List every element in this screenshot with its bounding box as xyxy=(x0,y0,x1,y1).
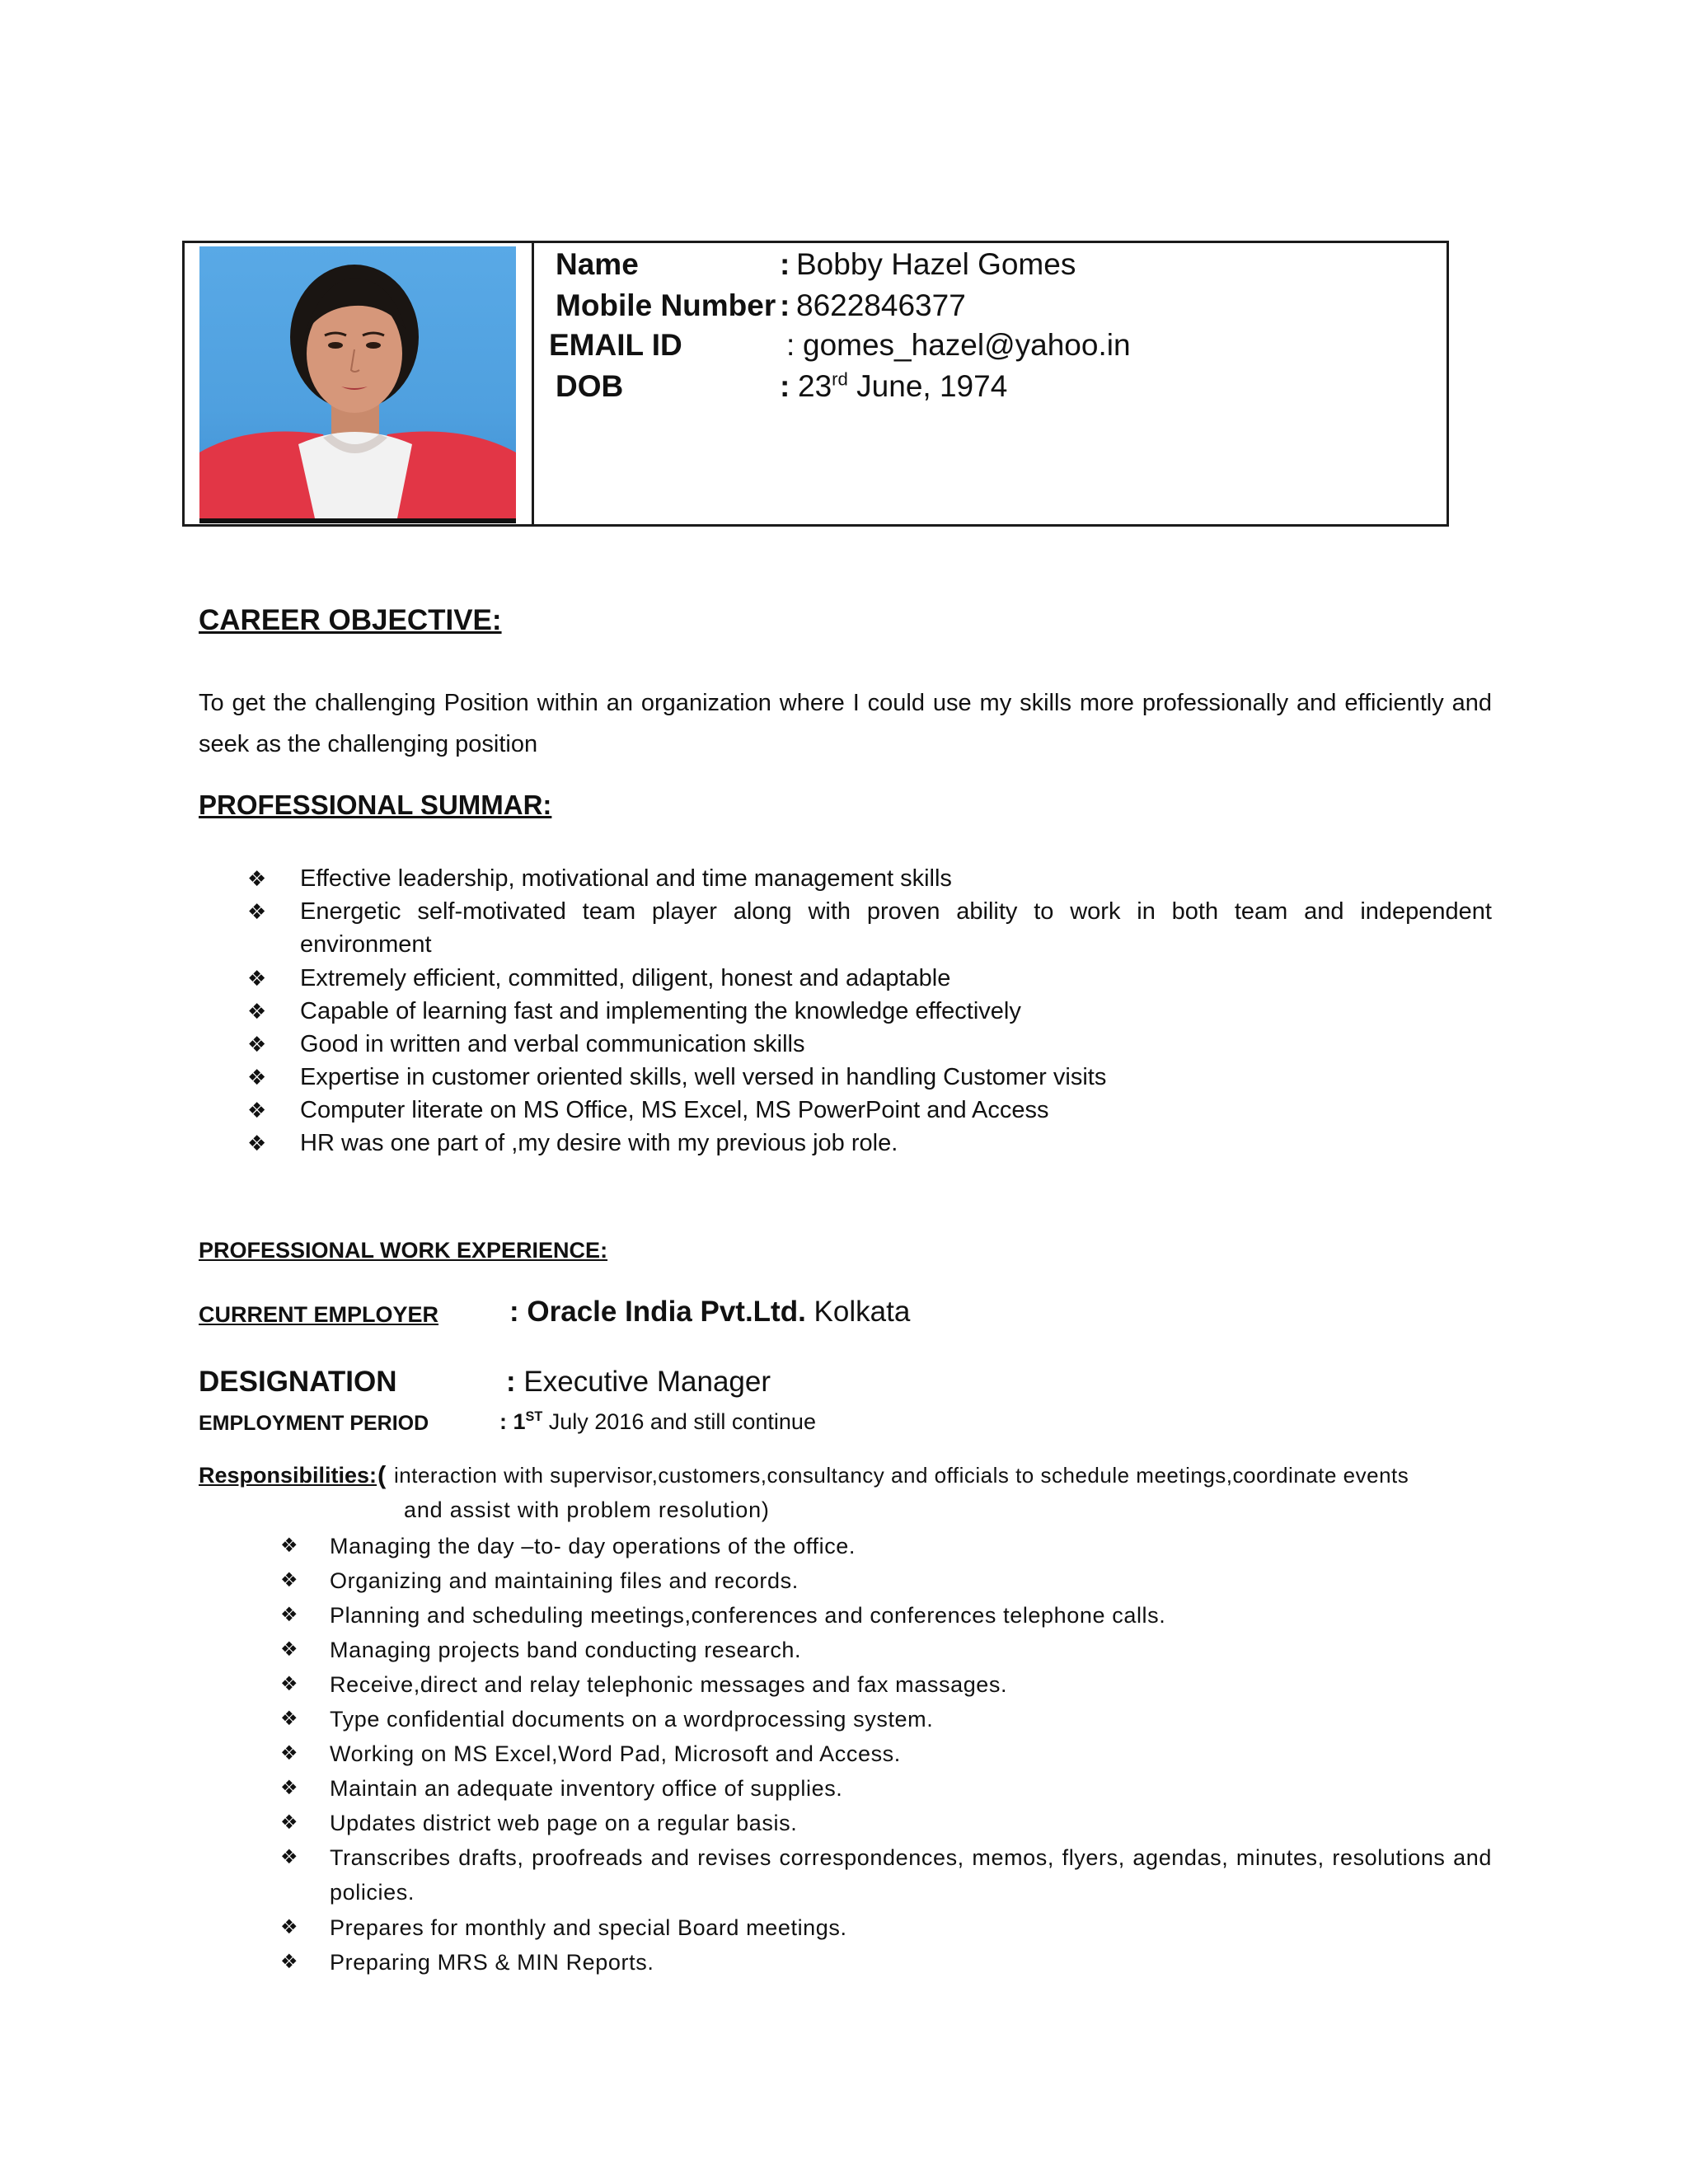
mobile-colon: : xyxy=(780,288,790,322)
dob-value xyxy=(798,367,1007,406)
name-value: Bobby Hazel Gomes xyxy=(796,247,1076,281)
mobile-label: Mobile Number xyxy=(556,288,776,322)
colon: : xyxy=(506,1366,516,1398)
dob-rest: June, 1974 xyxy=(856,369,1008,403)
professional-summary-list xyxy=(247,862,1492,1160)
period-day: 1 xyxy=(513,1409,526,1434)
dob-day: 23 xyxy=(798,369,832,403)
email-label: EMAIL ID xyxy=(549,328,682,362)
list-item: ❖ Type confidential documents on a wordprocessing system. xyxy=(277,1702,1492,1736)
diamond-bullet-icon: ❖ xyxy=(247,1065,267,1090)
profile-photo xyxy=(199,246,516,523)
open-paren: ( xyxy=(377,1460,387,1489)
list-item: ❖ Working on MS Excel,Word Pad, Microsoft and Access. xyxy=(277,1736,1492,1771)
list-item: ❖ Energetic self-motivated team player along with proven ability to work in both team and independent environment xyxy=(247,895,1492,962)
diamond-bullet-icon: ❖ xyxy=(280,1811,298,1834)
diamond-bullet-icon: ❖ xyxy=(247,866,267,891)
diamond-bullet-icon: ❖ xyxy=(247,966,267,991)
list-item: ❖ Planning and scheduling meetings,conferences and conferences telephone calls. xyxy=(277,1598,1492,1633)
list-item: ❖ Preparing MRS & MIN Reports. xyxy=(277,1945,1492,1980)
profile-photo-illustration xyxy=(199,246,516,518)
list-item: ❖ Organizing and maintaining files and records. xyxy=(277,1563,1492,1598)
diamond-bullet-icon: ❖ xyxy=(247,999,267,1024)
diamond-bullet-icon: ❖ xyxy=(247,1131,267,1155)
designation-label: DESIGNATION xyxy=(199,1366,397,1398)
diamond-bullet-icon: ❖ xyxy=(247,899,267,924)
email-value: gomes_hazel@yahoo.in xyxy=(803,328,1131,362)
professional-summary-heading: PROFESSIONAL SUMMAR: xyxy=(199,790,552,820)
list-item: ❖ Expertise in customer oriented skills, well versed in handling Customer visits xyxy=(247,1061,1492,1094)
career-objective-text: To get the challenging Position within an organization where I could use my skills more professionally and efficiently and seek as the challenging position xyxy=(199,690,1492,757)
mobile-value: 8622846377 xyxy=(796,288,966,322)
period-text: July 2016 and still continue xyxy=(548,1409,816,1434)
list-item: ❖ Receive,direct and relay telephonic messages and fax massages. xyxy=(277,1667,1492,1702)
employment-period-label: EMPLOYMENT PERIOD xyxy=(199,1412,429,1435)
diamond-bullet-icon: ❖ xyxy=(280,1708,298,1730)
dob-label: DOB xyxy=(556,369,624,403)
diamond-bullet-icon: ❖ xyxy=(280,1916,298,1938)
personal-details-box xyxy=(182,241,1449,527)
list-item: ❖ Transcribes drafts, proofreads and revises correspondences, memos, flyers, agendas, minutes, resolutions and policies. xyxy=(277,1840,1492,1910)
list-item: ❖ Capable of learning fast and implementing the knowledge effectively xyxy=(247,995,1492,1028)
responsibilities-list xyxy=(277,1529,1492,1980)
employer-city: Kolkata xyxy=(814,1296,911,1328)
responsibilities-intro-line2: and assist with problem resolution) xyxy=(404,1497,770,1522)
diamond-bullet-icon: ❖ xyxy=(247,1098,267,1122)
list-item: ❖ Updates district web page on a regular basis. xyxy=(277,1806,1492,1840)
responsibilities-label: Responsibilities: xyxy=(199,1463,377,1488)
diamond-bullet-icon: ❖ xyxy=(280,1742,298,1765)
header-divider xyxy=(532,243,534,524)
list-item: ❖ Effective leadership, motivational and time management skills xyxy=(247,862,1492,895)
name-colon: : xyxy=(780,247,790,281)
employment-period-value xyxy=(499,1409,816,1435)
email-colon: : xyxy=(786,328,795,362)
diamond-bullet-icon: ❖ xyxy=(280,1846,298,1868)
diamond-bullet-icon: ❖ xyxy=(280,1673,298,1695)
diamond-bullet-icon: ❖ xyxy=(280,1604,298,1626)
dob-colon: : xyxy=(780,369,790,403)
list-item: ❖ Maintain an adequate inventory office of supplies. xyxy=(277,1771,1492,1806)
list-item: ❖ Managing the day –to- day operations of the office. xyxy=(277,1529,1492,1563)
diamond-bullet-icon: ❖ xyxy=(280,1569,298,1591)
list-item: ❖ Good in written and verbal communication skills xyxy=(247,1028,1492,1061)
diamond-bullet-icon: ❖ xyxy=(280,1535,298,1557)
name-label: Name xyxy=(556,247,639,281)
designation-value xyxy=(506,1366,771,1399)
list-item: ❖ Prepares for monthly and special Board meetings. xyxy=(277,1910,1492,1945)
period-suffix: ST xyxy=(525,1409,543,1424)
diamond-bullet-icon: ❖ xyxy=(280,1638,298,1661)
list-item: ❖ Managing projects band conducting research. xyxy=(277,1633,1492,1667)
colon: : xyxy=(499,1409,507,1434)
employer-company: Oracle India Pvt.Ltd. xyxy=(527,1296,806,1328)
diamond-bullet-icon: ❖ xyxy=(247,1032,267,1057)
career-objective-heading: CAREER OBJECTIVE: xyxy=(199,604,502,636)
diamond-bullet-icon: ❖ xyxy=(280,1777,298,1799)
list-item: ❖ HR was one part of ,my desire with my previous job role. xyxy=(247,1127,1492,1160)
current-employer-value xyxy=(509,1296,910,1329)
designation-text: Executive Manager xyxy=(523,1366,771,1398)
colon: : xyxy=(509,1296,519,1328)
responsibilities-intro-line1: interaction with supervisor,customers,consultancy and officials to schedule meetings,coordinate events xyxy=(394,1463,1409,1488)
dob-suffix: rd xyxy=(832,368,848,390)
list-item: ❖ Computer literate on MS Office, MS Excel, MS PowerPoint and Access xyxy=(247,1094,1492,1127)
diamond-bullet-icon: ❖ xyxy=(280,1951,298,1973)
current-employer-label: CURRENT EMPLOYER xyxy=(199,1302,439,1327)
work-experience-heading: PROFESSIONAL WORK EXPERIENCE: xyxy=(199,1238,608,1263)
list-item: ❖ Extremely efficient, committed, diligent, honest and adaptable xyxy=(247,962,1492,995)
